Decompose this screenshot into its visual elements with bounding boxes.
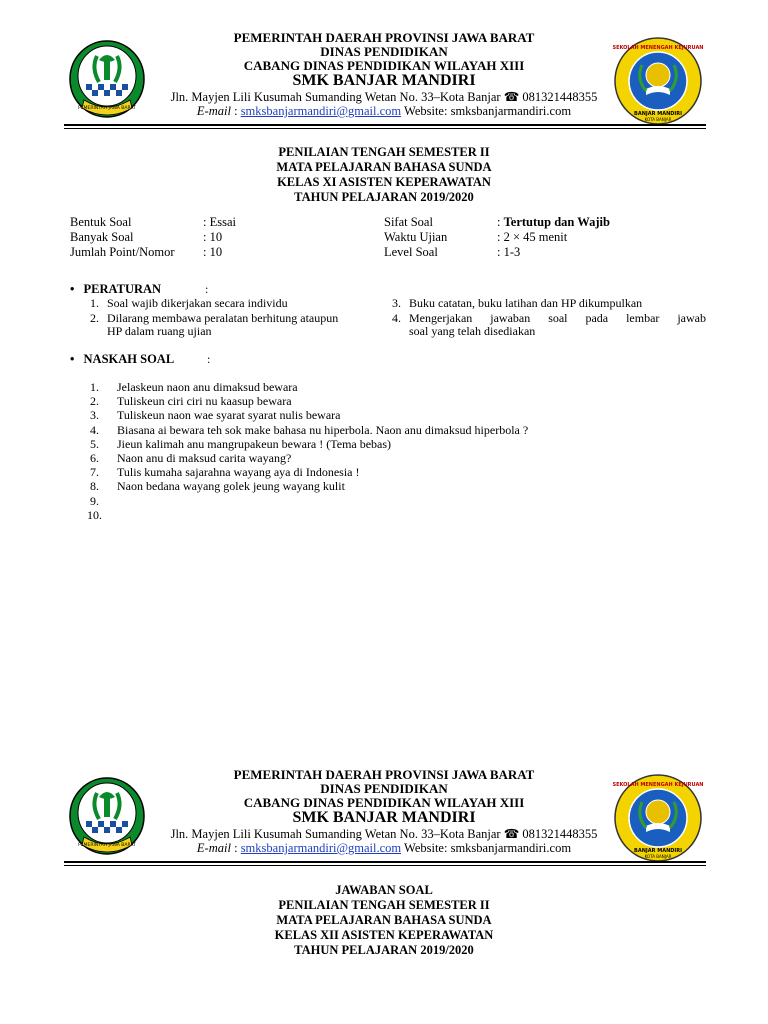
question-item bbox=[87, 508, 528, 522]
website-text: smksbanjarmandiri.com bbox=[450, 104, 572, 118]
sifat-value bbox=[497, 215, 610, 230]
website-label: Website: bbox=[404, 841, 448, 855]
exam-title-1: PENILAIAN TENGAH SEMESTER II bbox=[278, 145, 490, 159]
question-text: Tuliskeun ciri ciri nu kaasup bewara bbox=[117, 394, 292, 409]
bullet-icon: • bbox=[70, 352, 75, 366]
header-divider-thick bbox=[64, 124, 706, 126]
question-text: Naon anu di maksud carita wayang? bbox=[117, 451, 292, 466]
address-text: Jln. Mayjen Lili Kusumah Sumanding Wetan No. 33–Kota Banjar bbox=[170, 90, 501, 104]
gov-title: PEMERINTAH DAERAH PROVINSI JAWA BARAT bbox=[233, 30, 535, 45]
question-number: 4. bbox=[90, 422, 99, 437]
sifat-label: Sifat Soal bbox=[384, 215, 433, 229]
naskah-heading bbox=[70, 352, 174, 367]
exam-title-4: TAHUN PELAJARAN 2019/2020 bbox=[294, 190, 474, 204]
question-item bbox=[90, 465, 528, 479]
rule-3-num: 3. bbox=[392, 296, 401, 310]
question-number: 1. bbox=[90, 380, 99, 394]
question-number: 2. bbox=[90, 394, 99, 409]
rule-2-num: 2. bbox=[90, 311, 99, 325]
question-text: Jelaskeun naon anu dimaksud bewara bbox=[117, 380, 298, 394]
sifat-colon: : bbox=[497, 215, 501, 229]
school-name: SMK BANJAR MANDIRI bbox=[292, 809, 476, 826]
question-text: Tuliskeun naon wae syarat syarat nulis bewara bbox=[117, 408, 341, 423]
logo-top-text: SEKOLAH MENENGAH KEJURUAN bbox=[612, 782, 704, 788]
header-divider-thin bbox=[64, 128, 706, 129]
question-number: 9. bbox=[90, 493, 99, 508]
rule-2-text-a: Dilarang membawa peralatan berhitung ataupun bbox=[107, 311, 339, 325]
answer-title-4: TAHUN PELAJARAN 2019/2020 bbox=[294, 943, 474, 957]
logo-city-text: KOTA BANJAR bbox=[644, 117, 672, 122]
rule-1-num: 1. bbox=[90, 296, 99, 310]
waktu-label: Waktu Ujian bbox=[384, 230, 448, 244]
branch-title: CABANG DINAS PENDIDIKAN WILAYAH XIII bbox=[243, 795, 525, 810]
question-number: 10. bbox=[87, 507, 102, 522]
email-label: E-mail bbox=[196, 841, 231, 855]
bentuk-value: : Essai bbox=[203, 215, 236, 229]
website-text: smksbanjarmandiri.com bbox=[450, 841, 572, 855]
question-number: 6. bbox=[90, 451, 99, 466]
phone-icon: ☎ bbox=[503, 90, 520, 104]
logo-city-text: KOTA BANJAR bbox=[644, 854, 672, 859]
question-number: 7. bbox=[90, 465, 99, 480]
question-item bbox=[90, 437, 528, 451]
header-divider-thick bbox=[64, 861, 706, 863]
question-number: 5. bbox=[90, 436, 99, 451]
naskah-heading-text: NASKAH SOAL bbox=[83, 352, 175, 366]
question-text: Tulis kumaha sajarahna wayang aya di Indonesia ! bbox=[117, 465, 360, 480]
address-line bbox=[0, 89, 768, 105]
peraturan-heading bbox=[70, 282, 161, 297]
answer-title-2: MATA PELAJARAN BAHASA SUNDA bbox=[276, 913, 492, 927]
banyak-label: Banyak Soal bbox=[70, 230, 134, 244]
branch-title: CABANG DINAS PENDIDIKAN WILAYAH XIII bbox=[243, 58, 525, 73]
logo-bottom-text: BANJAR MANDIRI bbox=[634, 848, 682, 854]
email-link[interactable]: smksbanjarmandiri@gmail.com bbox=[240, 841, 402, 855]
bullet-icon: • bbox=[70, 282, 75, 296]
phone-number: 081321448355 bbox=[522, 90, 598, 104]
naskah-colon: : bbox=[207, 352, 211, 366]
question-item bbox=[90, 408, 528, 422]
answer-title-3: KELAS XII ASISTEN KEPERAWATAN bbox=[274, 928, 494, 942]
question-item bbox=[90, 423, 528, 437]
rule-3-text: Buku catatan, buku latihan dan HP dikumpulkan bbox=[409, 296, 643, 310]
question-list bbox=[87, 380, 529, 522]
peraturan-colon: : bbox=[205, 282, 209, 296]
level-label: Level Soal bbox=[384, 245, 438, 259]
dept-title: DINAS PENDIDIKAN bbox=[320, 44, 448, 59]
rule-2-text-b: HP dalam ruang ujian bbox=[107, 324, 212, 338]
point-value: : 10 bbox=[203, 245, 223, 259]
question-item bbox=[90, 380, 528, 394]
banyak-value: : 10 bbox=[203, 230, 223, 244]
contact-line: E-mail : smksbanjarmandiri@gmail.com Website: smksbanjarmandiri.com bbox=[196, 841, 572, 855]
email-link[interactable]: smksbanjarmandiri@gmail.com bbox=[240, 104, 402, 118]
sifat-text: Tertutup dan Wajib bbox=[503, 215, 610, 229]
rule-4-text-a: Mengerjakan jawaban soal pada lembar jawab bbox=[409, 311, 706, 325]
question-item bbox=[90, 494, 528, 508]
phone-number: 081321448355 bbox=[522, 827, 598, 841]
logo-top-text: SEKOLAH MENENGAH KEJURUAN bbox=[612, 45, 704, 51]
dept-title: DINAS PENDIDIKAN bbox=[320, 781, 448, 796]
email-label: E-mail bbox=[196, 104, 231, 118]
rule-1-text: Soal wajib dikerjakan secara individu bbox=[107, 296, 288, 310]
level-value: : 1-3 bbox=[497, 245, 521, 259]
exam-title-2: MATA PELAJARAN BAHASA SUNDA bbox=[276, 160, 492, 174]
address-line bbox=[0, 826, 768, 842]
emblem-ribbon-text: PEMERINTAH JAWA BARAT bbox=[78, 843, 136, 848]
rule-4-num: 4. bbox=[392, 311, 401, 325]
answer-title-1: PENILAIAN TENGAH SEMESTER II bbox=[278, 898, 490, 912]
question-number: 3. bbox=[90, 408, 99, 423]
question-text: Biasana ai bewara teh sok make bahasa nu hiperbola. Naon anu dimaksud hiperbola ? bbox=[117, 422, 529, 437]
question-text: Jieun kalimah anu mangrupakeun bewara ! (Tema bebas) bbox=[117, 436, 392, 451]
question-number: 8. bbox=[90, 479, 99, 494]
rule-4-text-b: soal yang telah disediakan bbox=[409, 324, 536, 338]
contact-line: E-mail : smksbanjarmandiri@gmail.com Website: smksbanjarmandiri.com bbox=[196, 104, 572, 118]
header-divider-thin bbox=[64, 865, 706, 866]
exam-title-3: KELAS XI ASISTEN KEPERAWATAN bbox=[277, 175, 491, 189]
peraturan-heading-text: PERATURAN bbox=[83, 282, 162, 296]
bentuk-label: Bentuk Soal bbox=[70, 215, 132, 229]
question-text: Naon bedana wayang golek jeung wayang kulit bbox=[117, 479, 345, 494]
website-label: Website: bbox=[404, 104, 448, 118]
question-item bbox=[90, 451, 528, 465]
logo-bottom-text: BANJAR MANDIRI bbox=[634, 111, 682, 117]
emblem-ribbon-text: PEMERINTAH JAWA BARAT bbox=[78, 106, 136, 111]
question-item bbox=[90, 394, 528, 408]
point-label: Jumlah Point/Nomor bbox=[70, 245, 175, 259]
question-item bbox=[90, 479, 528, 493]
gov-title: PEMERINTAH DAERAH PROVINSI JAWA BARAT bbox=[233, 767, 535, 782]
phone-icon: ☎ bbox=[503, 827, 520, 841]
waktu-value: : 2 × 45 menit bbox=[497, 230, 568, 244]
address-text: Jln. Mayjen Lili Kusumah Sumanding Wetan No. 33–Kota Banjar bbox=[170, 827, 501, 841]
school-name: SMK BANJAR MANDIRI bbox=[292, 72, 476, 89]
answer-title-0: JAWABAN SOAL bbox=[335, 883, 433, 897]
